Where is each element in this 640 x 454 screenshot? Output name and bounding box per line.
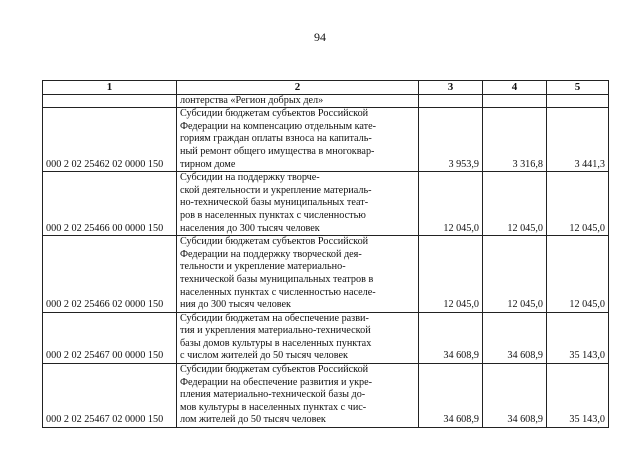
amount-cell-v5: 3 441,3 <box>547 108 609 172</box>
description-line: Субсидии бюджетам субъектов Российской <box>180 108 369 120</box>
description-line: Федерации на обеспечение развития и укре- <box>180 376 373 388</box>
description-line: лом жителей до 50 тысяч человек <box>180 414 326 426</box>
description-line: Федерации на поддержку творческой дея- <box>180 248 362 260</box>
description-line: Федерации на компенсацию отдельным кате- <box>180 120 377 132</box>
budget-code-cell: 000 2 02 25466 02 0000 150 <box>43 236 177 313</box>
description-line: ской деятельности и укрепление материаль- <box>180 184 372 196</box>
description-line: населения до 300 тысяч человек <box>180 222 320 234</box>
description-cell <box>177 312 419 363</box>
budget-code-cell: 000 2 02 25466 00 0000 150 <box>43 172 177 236</box>
table-row <box>43 172 609 236</box>
table-row <box>43 364 609 428</box>
description-line: тия и укрепления материально-технической <box>180 325 371 337</box>
amount-cell-v4: 34 608,9 <box>483 364 547 428</box>
amount-cell-v3: 34 608,9 <box>419 312 483 363</box>
description-line: пления материально-технической базы до- <box>180 389 366 401</box>
amount-cell-v4 <box>483 94 547 108</box>
description-line: лонтерства «Регион добрых дел» <box>180 94 324 106</box>
description-line: тирном доме <box>180 158 236 170</box>
table-body <box>43 94 609 427</box>
description-line: с числом жителей до 50 тысяч человек <box>180 350 348 362</box>
column-header: 2 <box>177 81 419 95</box>
column-header: 3 <box>419 81 483 95</box>
budget-code-cell: 000 2 02 25467 02 0000 150 <box>43 364 177 428</box>
description-cell <box>177 94 419 108</box>
description-line: населенных пунктах с численностью населе- <box>180 286 376 298</box>
description-cell <box>177 236 419 313</box>
budget-code-cell <box>43 94 177 108</box>
amount-cell-v5 <box>547 94 609 108</box>
column-header: 1 <box>43 81 177 95</box>
description-cell <box>177 172 419 236</box>
amount-cell-v4: 3 316,8 <box>483 108 547 172</box>
budget-code-cell: 000 2 02 25462 02 0000 150 <box>43 108 177 172</box>
description-line: мов культуры в населенных пунктах с чис- <box>180 401 367 413</box>
description-cell <box>177 108 419 172</box>
amount-cell-v3 <box>419 94 483 108</box>
description-line: Субсидии бюджетам на обеспечение разви- <box>180 312 369 324</box>
description-line: ния до 300 тысяч человек <box>180 299 292 311</box>
amount-cell-v5: 35 143,0 <box>547 364 609 428</box>
amount-cell-v5: 12 045,0 <box>547 236 609 313</box>
description-line: тельности и укрепление материально- <box>180 261 346 273</box>
description-cell <box>177 364 419 428</box>
table-row <box>43 94 609 108</box>
description-line: ный ремонт общего имущества в многоквар- <box>180 145 375 157</box>
budget-table <box>42 80 609 428</box>
amount-cell-v3: 3 953,9 <box>419 108 483 172</box>
description-line: Субсидии на поддержку творче- <box>180 172 320 184</box>
description-line: Субсидии бюджетам субъектов Российской <box>180 236 369 248</box>
budget-code-cell: 000 2 02 25467 00 0000 150 <box>43 312 177 363</box>
page-number: 94 <box>314 30 326 44</box>
amount-cell-v4: 34 608,9 <box>483 312 547 363</box>
amount-cell-v4: 12 045,0 <box>483 172 547 236</box>
description-line: технической базы муниципальных театров в <box>180 273 374 285</box>
header-row <box>43 81 609 95</box>
column-header: 4 <box>483 81 547 95</box>
table-row <box>43 108 609 172</box>
description-line: но-технической базы муниципальных теат- <box>180 197 369 209</box>
amount-cell-v3: 34 608,9 <box>419 364 483 428</box>
amount-cell-v5: 35 143,0 <box>547 312 609 363</box>
amount-cell-v3: 12 045,0 <box>419 236 483 313</box>
column-header: 5 <box>547 81 609 95</box>
description-line: ров в населенных пунктах с численностью <box>180 209 366 221</box>
amount-cell-v5: 12 045,0 <box>547 172 609 236</box>
amount-cell-v3: 12 045,0 <box>419 172 483 236</box>
table-row <box>43 236 609 313</box>
description-line: Субсидии бюджетам субъектов Российской <box>180 364 369 376</box>
table-row <box>43 312 609 363</box>
description-line: гориям граждан оплаты взноса на капиталь- <box>180 133 372 145</box>
amount-cell-v4: 12 045,0 <box>483 236 547 313</box>
description-line: базы домов культуры в населенных пунктах <box>180 337 372 349</box>
